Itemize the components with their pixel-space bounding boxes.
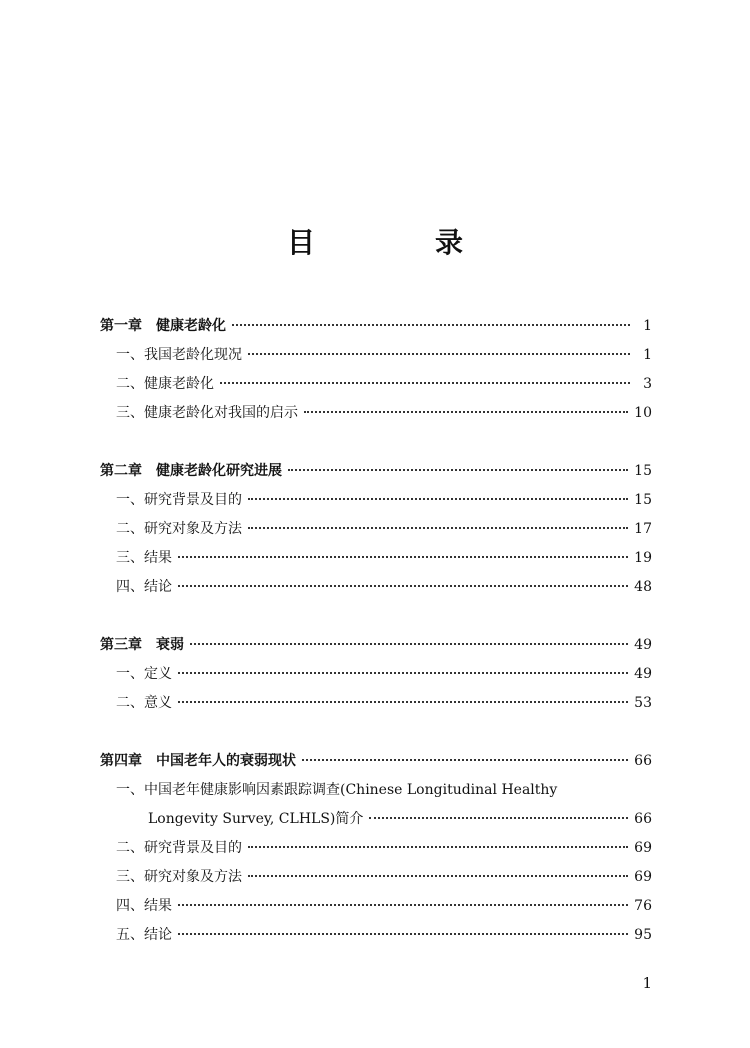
- page-number: 15: [634, 463, 652, 479]
- chapter-number: 第一章: [100, 318, 142, 334]
- section-title: 四、结论: [116, 579, 172, 595]
- section-entry[interactable]: [100, 689, 652, 718]
- page-number: 53: [634, 695, 652, 711]
- section-entry[interactable]: [100, 834, 652, 863]
- dot-leader: [178, 933, 628, 935]
- page-number: 76: [634, 898, 652, 914]
- page-number: 48: [634, 579, 652, 595]
- section-title: 二、研究背景及目的: [116, 840, 242, 856]
- dot-leader: [369, 817, 628, 819]
- dot-leader: [232, 324, 630, 326]
- dot-leader: [248, 846, 628, 848]
- chapter-heading[interactable]: [100, 457, 652, 486]
- page-number: 1: [643, 318, 652, 334]
- section-title: 三、健康老龄化对我国的启示: [116, 405, 298, 421]
- chapter-heading[interactable]: [100, 312, 652, 341]
- chapter-title: 健康老龄化研究进展: [156, 463, 282, 479]
- dot-leader: [178, 672, 628, 674]
- chapter-2: [100, 457, 652, 602]
- section-entry[interactable]: [100, 573, 652, 602]
- page-number: 66: [634, 753, 652, 769]
- page-number: 49: [634, 666, 652, 682]
- section-entry-continuation[interactable]: [100, 805, 652, 834]
- dot-leader: [178, 556, 628, 558]
- page-title: 目 录: [286, 226, 509, 259]
- page-number: 69: [634, 840, 652, 856]
- page-number: 49: [634, 637, 652, 653]
- section-entry[interactable]: [100, 660, 652, 689]
- page-number: 1: [643, 347, 652, 363]
- section-title: 二、研究对象及方法: [116, 521, 242, 537]
- chapter-3: [100, 631, 652, 718]
- section-title: 四、结果: [116, 898, 172, 914]
- section-entry-first-line[interactable]: [100, 776, 652, 805]
- chapter-1: [100, 312, 652, 428]
- dot-leader: [248, 498, 628, 500]
- dot-leader: [220, 382, 630, 384]
- dot-leader: [178, 701, 628, 703]
- section-title: 一、中国老年健康影响因素跟踪调查(Chinese Longitudinal Healthy: [116, 782, 558, 798]
- dot-leader: [178, 904, 628, 906]
- section-entry[interactable]: [100, 544, 652, 573]
- section-title: 五、结论: [116, 927, 172, 943]
- section-title: 三、研究对象及方法: [116, 869, 242, 885]
- chapter-number: 第二章: [100, 463, 142, 479]
- dot-leader: [304, 411, 628, 413]
- chapter-label: [100, 457, 282, 486]
- dot-leader: [248, 353, 630, 355]
- dot-leader: [248, 875, 628, 877]
- page-number: 17: [634, 521, 652, 537]
- chapter-title: 衰弱: [156, 637, 184, 653]
- section-entry[interactable]: [100, 921, 652, 950]
- page-number: 3: [643, 376, 652, 392]
- section-title-continuation: Longevity Survey, CLHLS)简介: [148, 811, 364, 827]
- dot-leader: [248, 527, 628, 529]
- section-title: 一、我国老龄化现况: [116, 347, 242, 363]
- chapter-label: [100, 631, 184, 660]
- chapter-heading[interactable]: [100, 631, 652, 660]
- dot-leader: [178, 585, 628, 587]
- dot-leader: [302, 759, 628, 761]
- section-entry[interactable]: [100, 370, 652, 399]
- chapter-title: 健康老龄化: [156, 318, 226, 334]
- chapter-label: [100, 747, 296, 776]
- section-title: 三、结果: [116, 550, 172, 566]
- footer-page-number: 1: [642, 974, 652, 992]
- page-number: 10: [634, 405, 652, 421]
- section-entry[interactable]: [100, 486, 652, 515]
- section-title: 二、意义: [116, 695, 172, 711]
- section-entry[interactable]: [100, 341, 652, 370]
- section-entry[interactable]: [100, 515, 652, 544]
- section-title: 二、健康老龄化: [116, 376, 214, 392]
- section-entry[interactable]: [100, 863, 652, 892]
- page-number: 95: [634, 927, 652, 943]
- dot-leader: [190, 643, 628, 645]
- chapter-label: [100, 312, 226, 341]
- section-title: 一、研究背景及目的: [116, 492, 242, 508]
- dot-leader: [288, 469, 628, 471]
- page-number: 15: [634, 492, 652, 508]
- page-number: 69: [634, 869, 652, 885]
- page-number: 66: [634, 811, 652, 827]
- table-of-contents: [100, 312, 652, 979]
- section-entry[interactable]: [100, 399, 652, 428]
- chapter-heading[interactable]: [100, 747, 652, 776]
- page-number: 19: [634, 550, 652, 566]
- chapter-title: 中国老年人的衰弱现状: [156, 753, 296, 769]
- chapter-4: [100, 747, 652, 950]
- section-title: 一、定义: [116, 666, 172, 682]
- chapter-number: 第三章: [100, 637, 142, 653]
- chapter-number: 第四章: [100, 753, 142, 769]
- section-entry[interactable]: [100, 892, 652, 921]
